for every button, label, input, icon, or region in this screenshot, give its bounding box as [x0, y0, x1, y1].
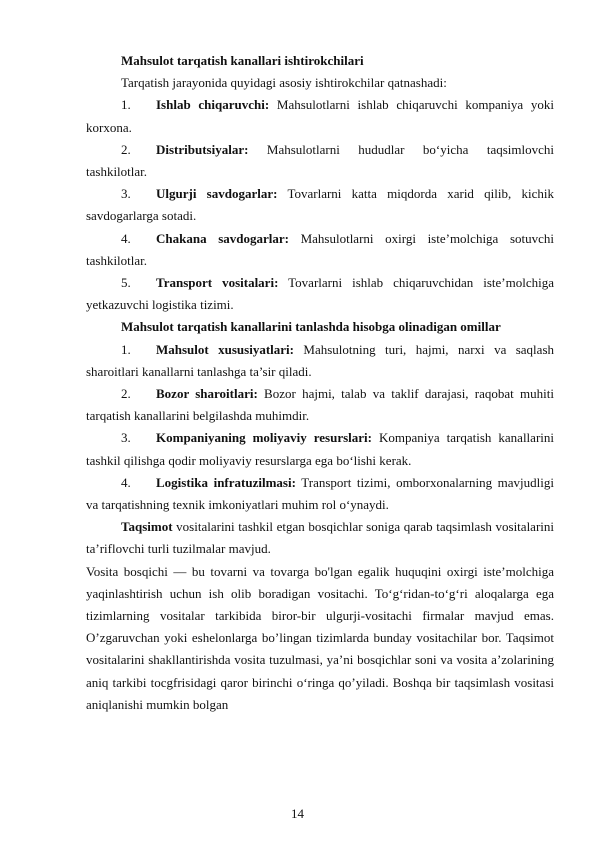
item-text: Mahsulotlarni hududlar bo‘yicha taqsimlovchi tashkilotlar.	[86, 141, 554, 180]
item-term: Bozor sharoitlari:	[156, 386, 258, 402]
item-number: 3.	[121, 186, 131, 202]
list-item	[86, 339, 554, 383]
item-term: Distributsiyalar:	[156, 141, 249, 157]
item-number: 1.	[121, 97, 131, 113]
factors-list	[86, 339, 554, 517]
item-number: 4.	[121, 230, 131, 246]
item-number: 2.	[121, 141, 131, 157]
body-paragraph-lead	[86, 516, 554, 560]
item-term: Transport vositalari:	[156, 275, 279, 291]
item-number: 4.	[121, 474, 131, 490]
list-item	[86, 383, 554, 427]
lead-term: Taqsimot	[121, 519, 173, 535]
item-term: Logistika infratuzilmasi:	[156, 474, 296, 490]
item-text: Transport tizimi, omborxonalarning mavjudligi va tarqatishning texnik imkoniyatlari muhim rol o‘ynaydi.	[86, 474, 554, 513]
list-item	[86, 183, 554, 227]
item-term: Kompaniyaning moliyaviy resurslari:	[156, 430, 372, 446]
list-item	[86, 139, 554, 183]
list-item	[86, 427, 554, 471]
list-item	[86, 272, 554, 316]
body-paragraph: Vosita bosqichi — bu tovarni va tovarga bo'lgan egalik huquqini oxirgi iste’molchiga yaqinlashtirish uchun ish olib boradigan vositachi. To‘g‘ridan-to‘g‘ri aloqalarga ega tizimlarning vositalar tarkibida biror-bir ulgurji-vositachi firmalar mavjud emas. O’zgaruvchan yoki eshelonlarga bo’lingan tizimlarda bunday vositachilar bor. Taqsimot vositalarini shakllantirishda vosita tuzulmasi, ya’ni bosqichlar soni va vosita a’zolarining aniq tarkibi tocgfrisidagi qaror birinchi o‘ringa qo’yiladi. Boshqa bir taqsimlash vositasi aniqlanishi mumkin bolgan	[86, 563, 554, 712]
item-number: 5.	[121, 275, 131, 291]
participants-list	[86, 94, 554, 316]
item-text: Tovarlarni katta miqdorda xarid qilib, kichik savdogarlarga sotadi.	[86, 186, 554, 224]
item-text: Tovarlarni ishlab chiqaruvchidan iste’molchiga yetkazuvchi logistika tizimi.	[86, 275, 554, 313]
item-text: Bozor hajmi, talab va taklif darajasi, raqobat muhiti tarqatish kanallarini belgilashda muhimdir.	[86, 386, 554, 424]
item-text: Mahsulotning turi, hajmi, narxi va saqlash sharoitlari kanallarni tanlashga ta’sir qiladi.	[86, 341, 555, 379]
item-text: Kompaniya tarqatish kanallarini tashkil qilishga qodir moliyaviy resurslarga ega bo‘lishi kerak.	[86, 430, 554, 468]
lead-text: vositalarini tashkil etgan bosqichlar soniga qarab taqsimlash vositalarini ta’riflovchi turli tuzilmalar mavjud.	[86, 519, 554, 557]
list-item	[86, 94, 554, 138]
page-number: 14	[291, 806, 304, 821]
item-term: Chakana savdogarlar:	[156, 230, 289, 246]
section-heading-factors: Mahsulot tarqatish kanallarini tanlashda hisobga olinadigan omillar	[121, 319, 501, 335]
item-text: Mahsulotlarni ishlab chiqaruvchi kompaniya yoki korxona.	[86, 97, 554, 135]
item-number: 2.	[121, 386, 131, 402]
item-term: Mahsulot xususiyatlari:	[156, 341, 294, 357]
document-page	[86, 50, 554, 716]
list-item	[86, 472, 554, 516]
item-number: 3.	[121, 430, 131, 446]
item-term: Ishlab chiqaruvchi:	[156, 97, 270, 113]
section-intro: Tarqatish jarayonida quyidagi asosiy ishtirokchilar qatnashadi:	[121, 75, 447, 91]
list-item	[86, 228, 554, 272]
item-number: 1.	[121, 341, 131, 357]
item-text: Mahsulotlarni oxirgi iste’molchiga sotuvchi tashkilotlar.	[86, 230, 554, 268]
item-term: Ulgurji savdogarlar:	[156, 186, 278, 202]
section-heading-participants: Mahsulot tarqatish kanallari ishtirokchilari	[121, 53, 364, 68]
